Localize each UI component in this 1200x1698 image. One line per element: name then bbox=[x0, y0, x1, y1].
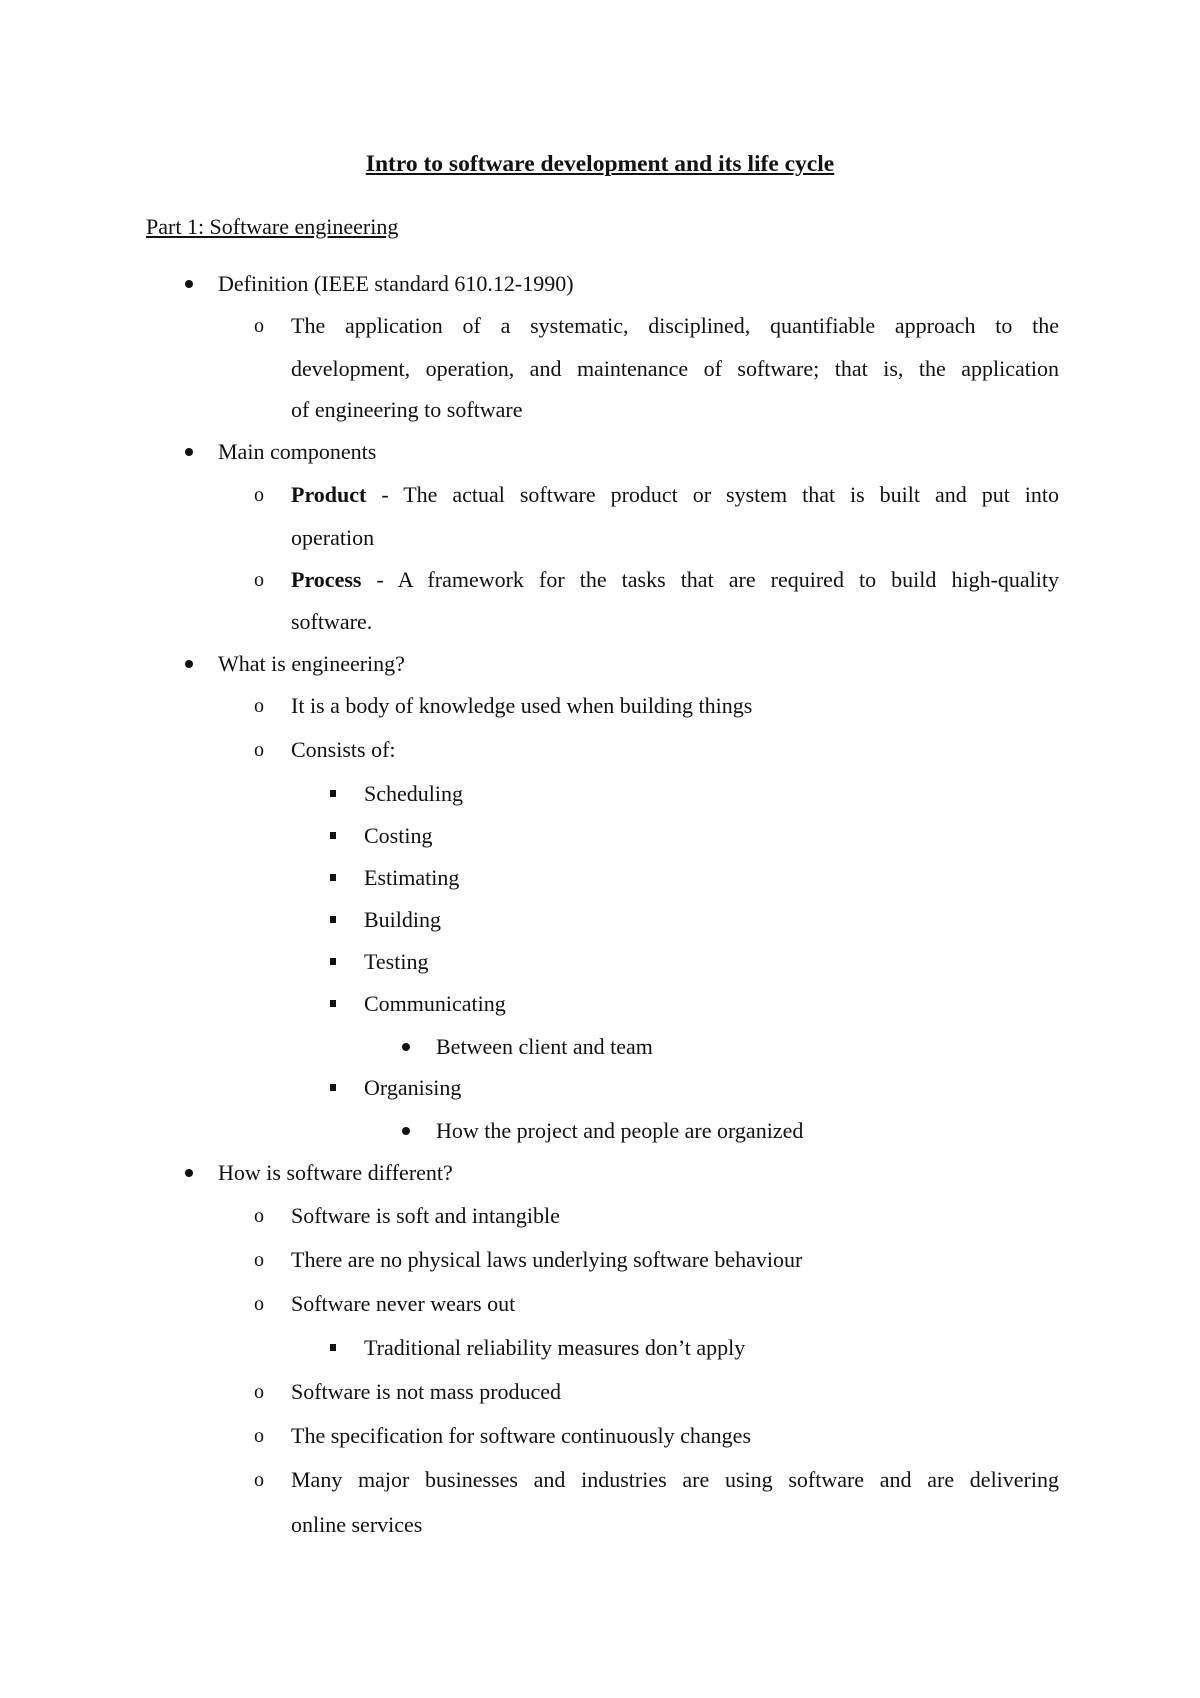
product-term: Product bbox=[291, 482, 367, 507]
bullet-square-icon bbox=[330, 832, 336, 839]
bullet-square-icon bbox=[330, 1000, 336, 1007]
product-text: - The actual software product or system that is built and put into bbox=[366, 482, 1059, 507]
process-term: Process bbox=[291, 567, 362, 592]
diff-biz-line1: Many major businesses and industries are using software and are delivering bbox=[291, 1467, 1059, 1492]
definition-text-line2: development, operation, and maintenance of software; that is, the application bbox=[291, 356, 1059, 381]
software-diff-label: How is software different? bbox=[218, 1160, 453, 1185]
diff-soft: Software is soft and intangible bbox=[291, 1203, 560, 1228]
bullet-square-icon bbox=[330, 874, 336, 881]
diff-biz-line2: online services bbox=[291, 1512, 423, 1537]
consists-item: Costing bbox=[364, 823, 433, 848]
bullet-square-icon bbox=[330, 1084, 336, 1091]
process-line2: software. bbox=[291, 609, 373, 634]
bullet-dot-icon bbox=[185, 448, 193, 456]
communicating-sub: Between client and team bbox=[436, 1034, 653, 1059]
bullet-circle-icon: o bbox=[254, 1469, 264, 1491]
bullet-dot-icon bbox=[185, 1169, 193, 1177]
bullet-circle-icon: o bbox=[254, 1205, 264, 1227]
bullet-circle-icon: o bbox=[254, 484, 264, 506]
consists-item: Organising bbox=[364, 1075, 462, 1100]
product-line2: operation bbox=[291, 525, 375, 550]
engineering-body: It is a body of knowledge used when building things bbox=[291, 693, 753, 718]
bullet-circle-icon: o bbox=[254, 569, 264, 591]
process-line1 bbox=[291, 566, 1059, 594]
bullet-square-icon bbox=[330, 790, 336, 797]
bullet-square-icon bbox=[330, 958, 336, 965]
diff-mass: Software is not mass produced bbox=[291, 1379, 562, 1404]
diff-wear-sub: Traditional reliability measures don’t apply bbox=[364, 1335, 746, 1360]
consists-item: Testing bbox=[364, 949, 429, 974]
part1-heading: Part 1: Software engineering bbox=[146, 214, 399, 239]
diff-laws: There are no physical laws underlying software behaviour bbox=[291, 1247, 803, 1272]
process-text: - A framework for the tasks that are required to build high-quality bbox=[361, 567, 1059, 592]
definition-text-line1: The application of a systematic, disciplined, quantifiable approach to the bbox=[291, 313, 1059, 338]
bullet-circle-icon: o bbox=[254, 1249, 264, 1271]
bullet-circle-icon: o bbox=[254, 739, 264, 761]
engineering-consists: Consists of: bbox=[291, 737, 396, 762]
bullet-circle-icon: o bbox=[254, 695, 264, 717]
bullet-dot-icon bbox=[402, 1127, 410, 1135]
product-line1 bbox=[291, 481, 1059, 509]
bullet-square-icon bbox=[330, 1344, 336, 1351]
bullet-dot-icon bbox=[402, 1043, 410, 1051]
definition-text-line3: of engineering to software bbox=[291, 397, 523, 422]
diff-wear: Software never wears out bbox=[291, 1291, 516, 1316]
consists-item: Communicating bbox=[364, 991, 506, 1016]
bullet-circle-icon: o bbox=[254, 1293, 264, 1315]
bullet-circle-icon: o bbox=[254, 315, 264, 337]
bullet-circle-icon: o bbox=[254, 1425, 264, 1447]
document-title: Intro to software development and its life cycle bbox=[365, 151, 835, 177]
definition-label: Definition (IEEE standard 610.12-1990) bbox=[218, 271, 574, 296]
bullet-square-icon bbox=[330, 916, 336, 923]
consists-item: Estimating bbox=[364, 865, 460, 890]
components-label: Main components bbox=[218, 439, 377, 464]
bullet-dot-icon bbox=[185, 660, 193, 668]
consists-item: Scheduling bbox=[364, 781, 463, 806]
bullet-dot-icon bbox=[185, 280, 193, 288]
engineering-label: What is engineering? bbox=[218, 651, 405, 676]
diff-spec: The specification for software continuously changes bbox=[291, 1423, 752, 1448]
consists-item: Building bbox=[364, 907, 442, 932]
organising-sub: How the project and people are organized bbox=[436, 1118, 804, 1143]
bullet-circle-icon: o bbox=[254, 1381, 264, 1403]
